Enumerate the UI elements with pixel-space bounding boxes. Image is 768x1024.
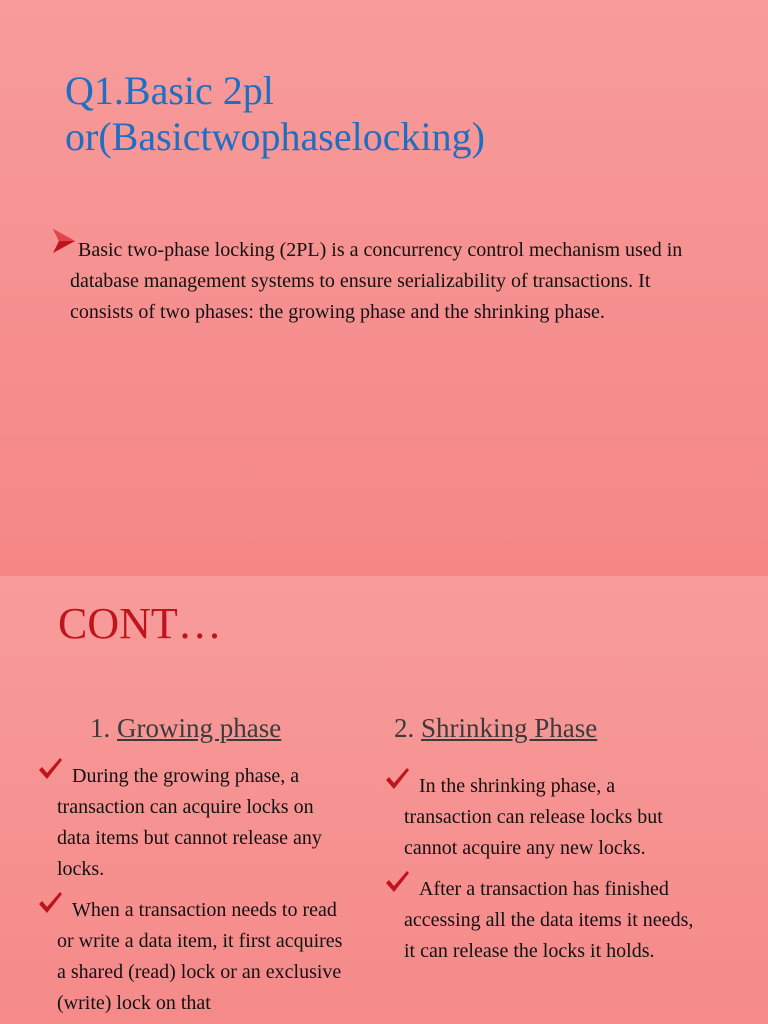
list-item-text: After a transaction has finished accessing all the data items it needs, it can release the locks it holds. — [404, 878, 694, 962]
list-item — [404, 771, 704, 864]
slide-2 — [0, 576, 768, 1024]
shrinking-phase-list — [404, 771, 704, 977]
list-item — [57, 895, 347, 1019]
growing-phase-heading — [90, 711, 281, 745]
list-item — [404, 874, 704, 967]
title-line-1: Q1.Basic 2pl — [65, 68, 274, 113]
checkmark-icon — [384, 869, 410, 895]
slide-title: CONT… — [58, 599, 222, 648]
growing-phase-list — [57, 761, 347, 1024]
checkmark-icon — [37, 890, 63, 916]
bullet-text: Basic two-phase locking (2PL) is a concurrency control mechanism used in database management systems to ensure serializability of transactions. It consists of two phases: the growing phase and the shrinking phase. — [70, 239, 683, 323]
list-item-text: During the growing phase, a transaction can acquire locks on data items but cannot release any locks. — [57, 765, 322, 880]
shrinking-phase-heading — [394, 711, 597, 745]
slide-title — [65, 68, 745, 160]
heading-number: 1. — [90, 713, 117, 743]
heading-text: Growing phase — [117, 713, 282, 743]
bullet-paragraph — [70, 235, 690, 328]
list-item-text: In the shrinking phase, a transaction can release locks but cannot acquire any new locks. — [404, 775, 663, 859]
checkmark-icon — [37, 756, 63, 782]
list-item-text: When a transaction needs to read or write a data item, it first acquires a shared (read) lock or an exclusive (write) lock on that — [57, 899, 343, 1014]
list-item — [57, 761, 347, 885]
heading-number: 2. — [394, 713, 421, 743]
title-line-2: or(Basictwophaselocking) — [65, 114, 485, 159]
checkmark-icon — [384, 766, 410, 792]
heading-text: Shrinking Phase — [421, 713, 598, 743]
